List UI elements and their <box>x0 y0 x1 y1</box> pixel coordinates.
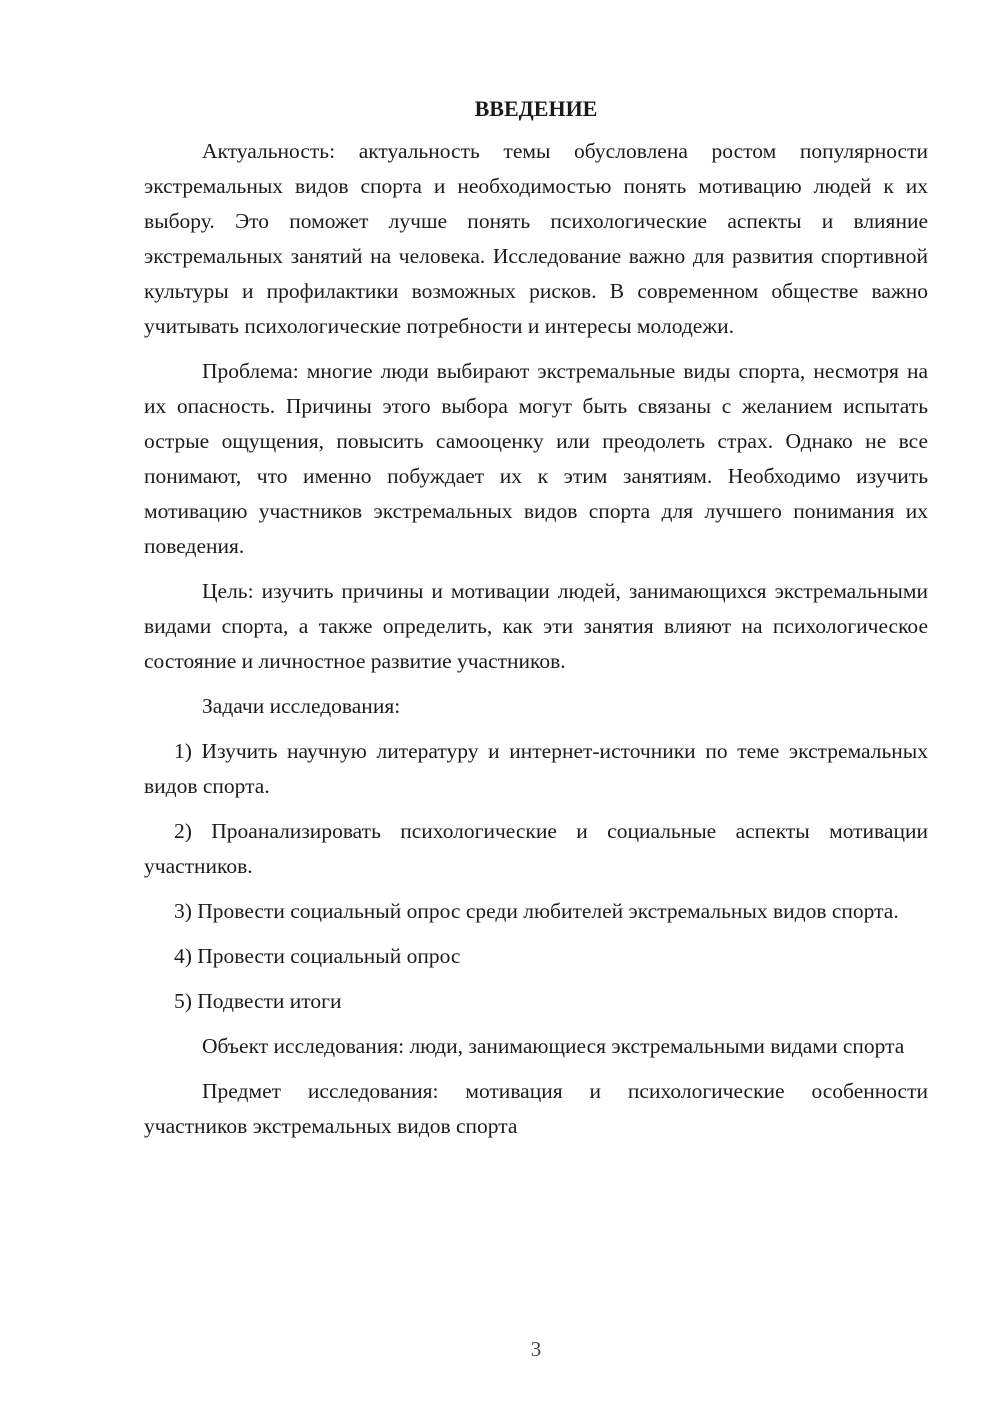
problem-paragraph: Проблема: многие люди выбирают экстремальные виды спорта, несмотря на их опасность. Причины этого выбора могут быть связаны с желанием испытать острые ощущения, повысить самооценку или преодолеть страх. Однако не все понимают, что именно побуждает их к этим занятиям. Необходимо изучить мотивацию участников экстремальных видов спорта для лучшего понимания их поведения. <box>144 359 928 558</box>
tasks-heading: Задачи исследования: <box>202 694 401 718</box>
section-heading: ВВЕДЕНИЕ <box>474 96 598 121</box>
task-item-1: 1) Изучить научную литературу и интернет-источники по теме экстремальных видов спорта. <box>144 739 928 798</box>
relevance-paragraph: Актуальность: актуальность темы обусловлена ростом популярности экстремальных видов спорта и необходимостью понять мотивацию людей к их выбору. Это поможет лучше понять психологические аспекты и влияние экстремальных занятий на человека. Исследование важно для развития спортивной культуры и профилактики возможных рисков. В современном обществе важно учитывать психологические потребности и интересы молодежи. <box>144 139 928 338</box>
task-item-5: 5) Подвести итоги <box>174 989 342 1013</box>
page-number: 3 <box>530 1337 542 1361</box>
task-item-2: 2) Проанализировать психологические и социальные аспекты мотивации участников. <box>144 819 928 878</box>
page-content <box>144 90 928 1154</box>
task-item-3: 3) Провести социальный опрос среди любителей экстремальных видов спорта. <box>174 899 899 923</box>
task-item-4: 4) Провести социальный опрос <box>174 944 461 968</box>
goal-paragraph: Цель: изучить причины и мотивации людей, занимающихся экстремальными видами спорта, а также определить, как эти занятия влияют на психологическое состояние и личностное развитие участников. <box>144 579 928 673</box>
research-subject-paragraph: Предмет исследования: мотивация и психологические особенности участников экстремальных видов спорта <box>144 1079 928 1138</box>
research-object-paragraph: Объект исследования: люди, занимающиеся экстремальными видами спорта <box>202 1034 905 1058</box>
